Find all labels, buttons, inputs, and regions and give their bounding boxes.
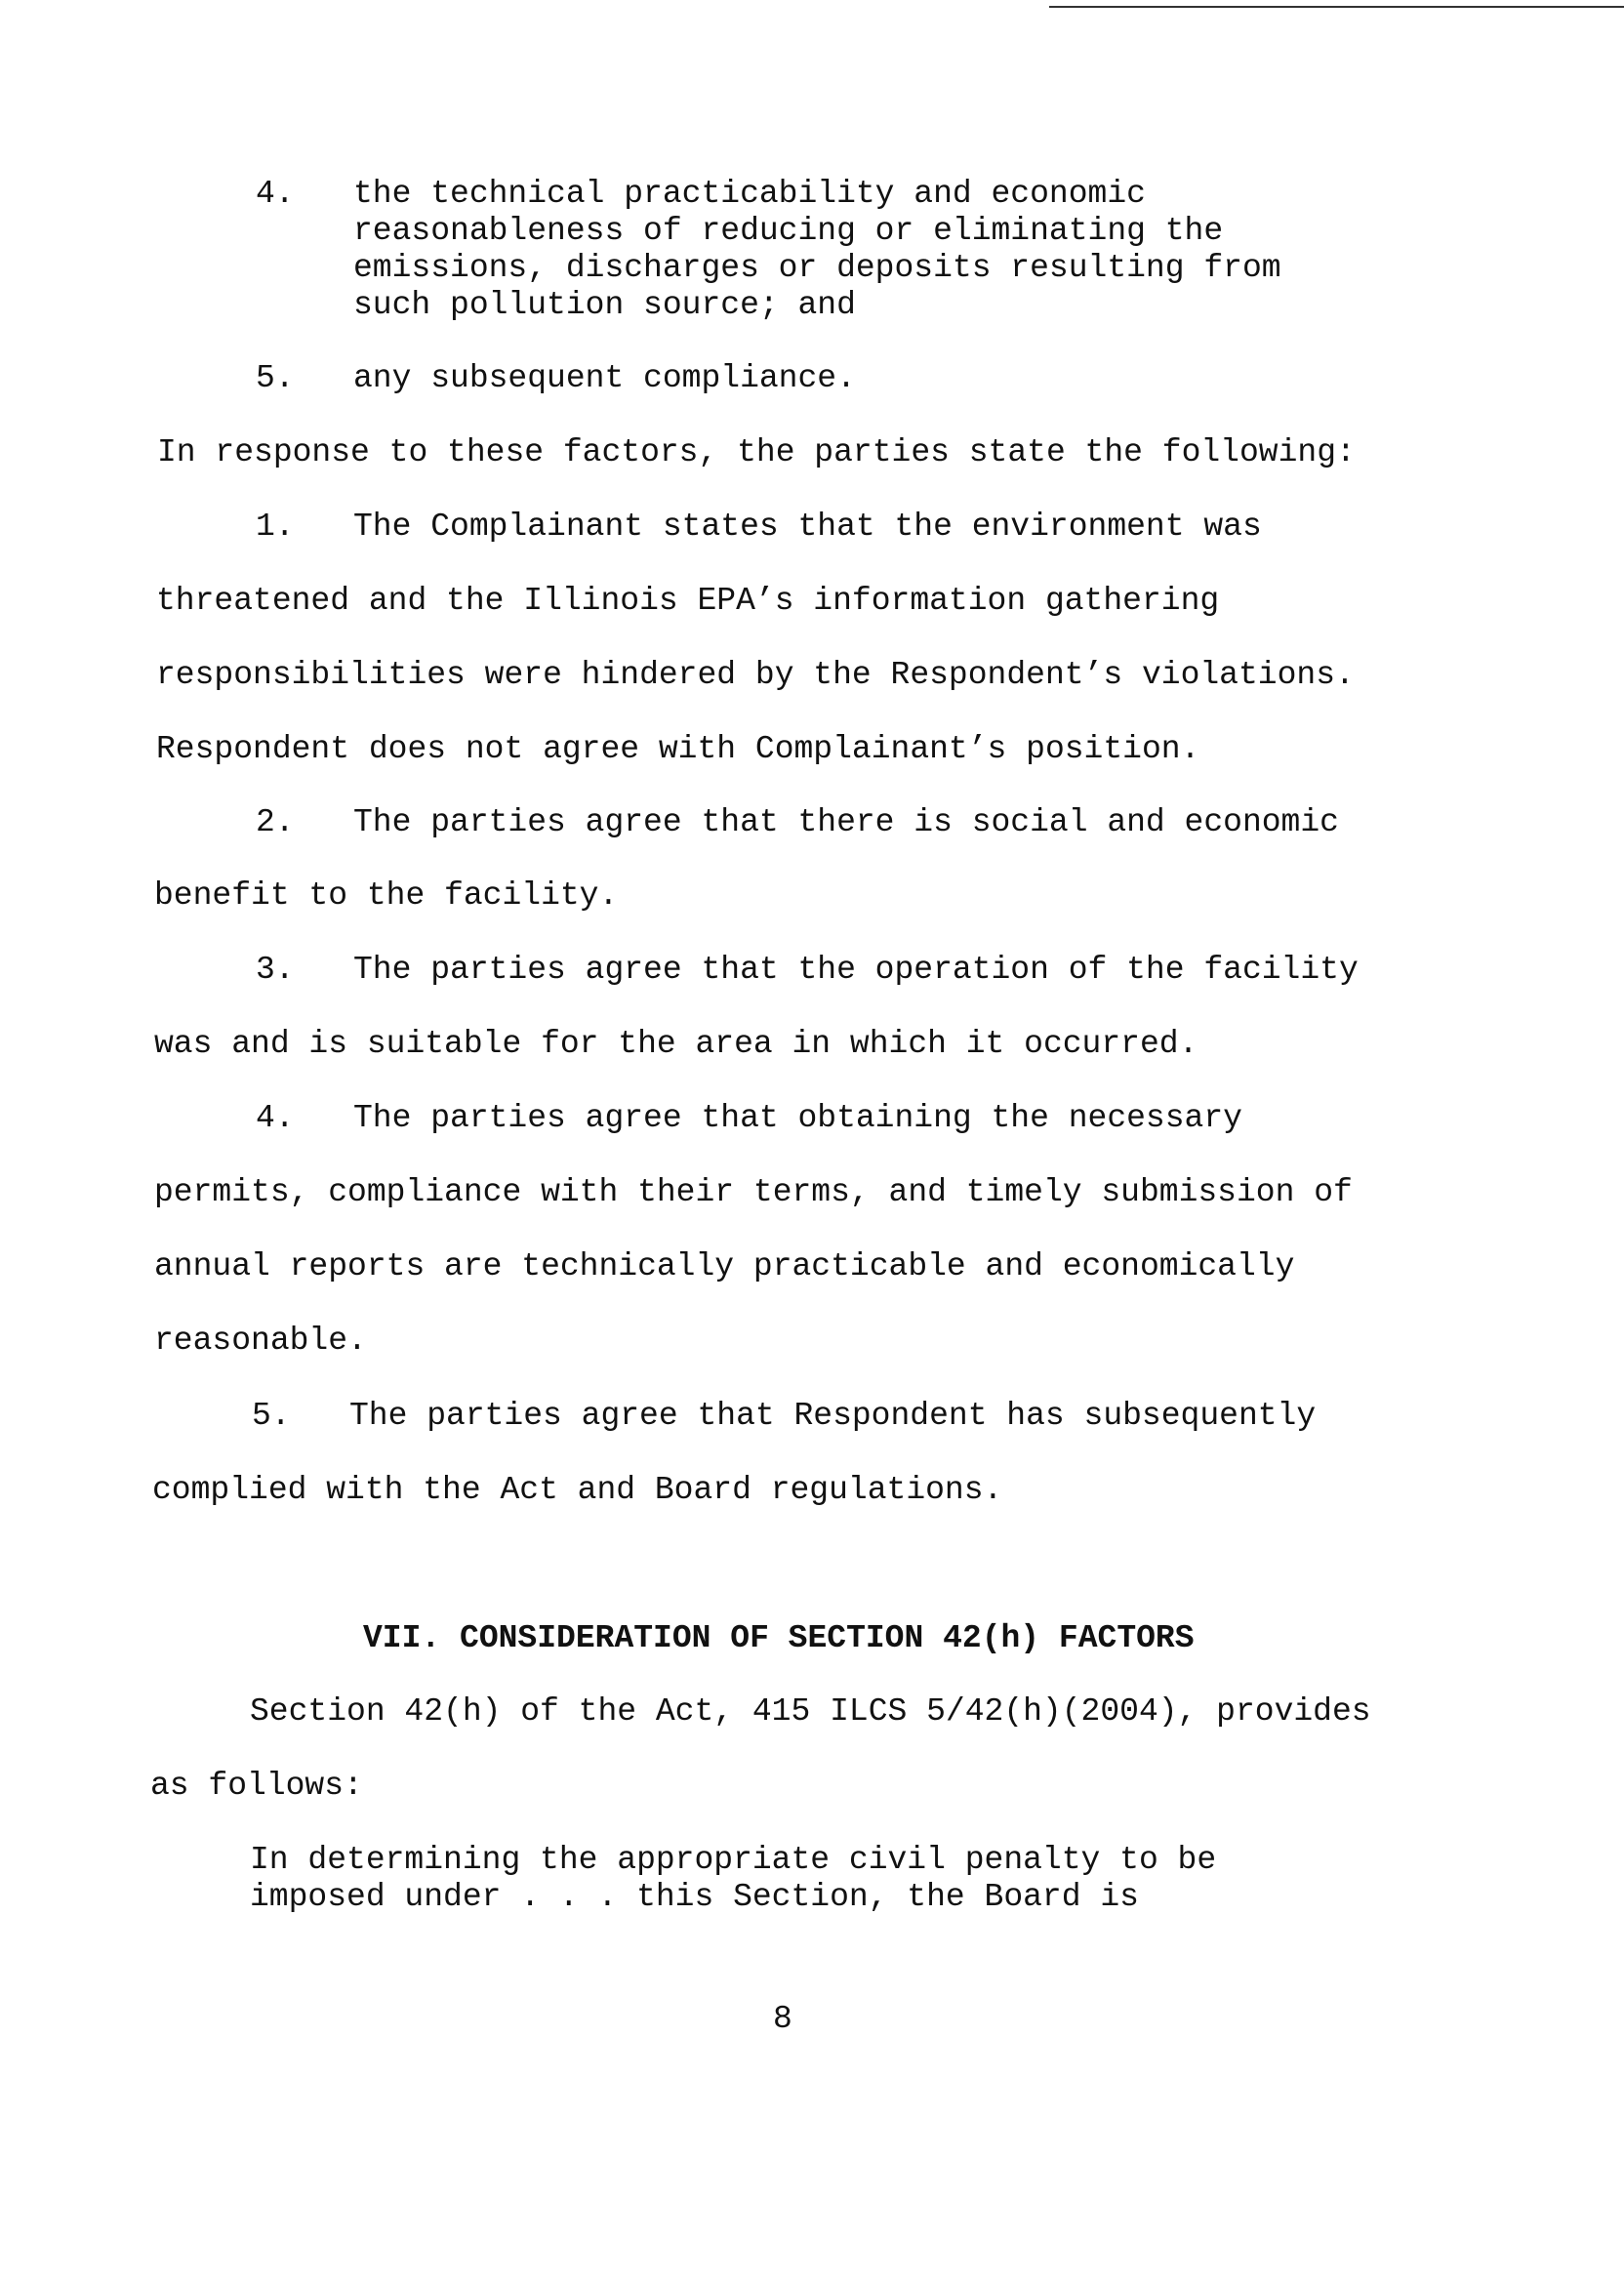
response-continuation-line: threatened and the Illinois EPA’s information gathering — [156, 583, 1220, 619]
response-first-line: The parties agree that obtaining the necessary — [353, 1100, 1242, 1136]
response-number: 4. — [256, 1100, 295, 1136]
item-text-line: the technical practicability and economic — [353, 176, 1146, 212]
response-continuation-line: reasonable. — [154, 1323, 367, 1359]
response-number: 5. — [252, 1398, 291, 1434]
quote-line: imposed under . . . this Section, the Board is — [250, 1879, 1139, 1915]
top-rule — [1049, 6, 1624, 8]
response-number: 2. — [256, 804, 295, 840]
response-continuation-line: permits, compliance with their terms, and timely submission of — [154, 1174, 1353, 1210]
response-number: 1. — [256, 509, 295, 545]
response-continuation-line: Respondent does not agree with Complainant’s position. — [156, 731, 1200, 767]
response-continuation-line: complied with the Act and Board regulations. — [152, 1472, 1003, 1508]
item-number: 4. — [256, 176, 295, 212]
quote-line: In determining the appropriate civil penalty to be — [250, 1842, 1217, 1878]
section-paragraph-line: as follows: — [150, 1768, 363, 1804]
response-continuation-line: annual reports are technically practicable and economically — [154, 1248, 1295, 1284]
item-number: 5. — [256, 360, 295, 396]
response-number: 3. — [256, 952, 295, 988]
intro-line: In response to these factors, the parties state the following: — [157, 434, 1356, 470]
response-continuation-line: benefit to the facility. — [154, 877, 619, 914]
response-first-line: The parties agree that Respondent has subsequently — [349, 1398, 1317, 1434]
page-number: 8 — [773, 2001, 792, 2037]
response-first-line: The parties agree that the operation of the facility — [353, 952, 1359, 988]
response-first-line: The Complainant states that the environment was — [353, 509, 1262, 545]
section-paragraph-line: Section 42(h) of the Act, 415 ILCS 5/42(h)(2004), provides — [250, 1693, 1371, 1730]
item-text-line: reasonableness of reducing or eliminating the — [353, 213, 1224, 249]
item-text-line: such pollution source; and — [353, 287, 856, 323]
response-continuation-line: was and is suitable for the area in which it occurred. — [154, 1026, 1198, 1062]
item-text-line: emissions, discharges or deposits resulting from — [353, 250, 1281, 286]
response-first-line: The parties agree that there is social and economic — [353, 804, 1339, 840]
section-heading: VII. CONSIDERATION OF SECTION 42(h) FACTORS — [363, 1620, 1195, 1656]
response-continuation-line: responsibilities were hindered by the Respondent’s violations. — [156, 657, 1355, 693]
item-text-line: any subsequent compliance. — [353, 360, 856, 396]
